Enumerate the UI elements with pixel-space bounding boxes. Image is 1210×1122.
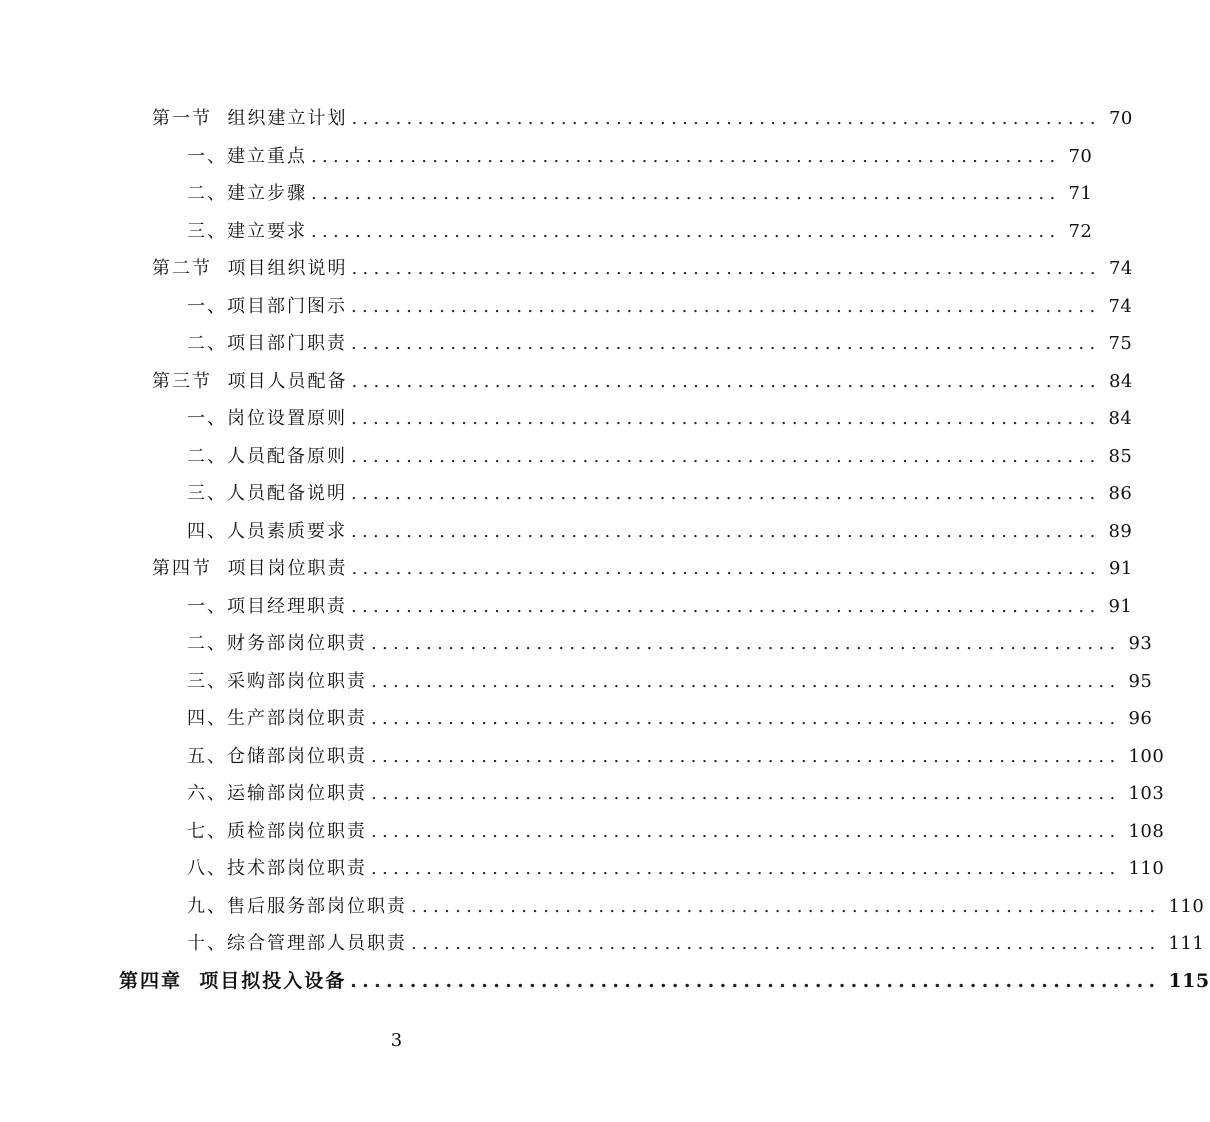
dot-leader: .................................................................... xyxy=(351,483,1101,504)
toc-entry-page: 111 xyxy=(1168,933,1205,954)
toc-entry-label: 三、采购部岗位职责 xyxy=(187,670,367,692)
toc-entry-label: 四、生产部岗位职责 xyxy=(187,708,367,729)
toc-chapter-entry[interactable] xyxy=(119,963,1210,1000)
dot-leader: .................................................................... xyxy=(351,108,1101,129)
toc-entry-page: 108 xyxy=(1128,820,1165,842)
toc-entry-page: 91 xyxy=(1108,595,1133,617)
dot-leader: .................................................................... xyxy=(371,633,1121,654)
toc-entry[interactable] xyxy=(187,588,1133,625)
toc-entry-page: 71 xyxy=(1068,183,1093,204)
dot-leader: .................................................................... xyxy=(350,969,1161,992)
toc-entry[interactable] xyxy=(152,100,1133,137)
dot-leader: .................................................................... xyxy=(351,370,1101,392)
dot-leader: .................................................................... xyxy=(311,183,1061,204)
toc-entry-page: 96 xyxy=(1128,708,1153,729)
toc-entry-page: 95 xyxy=(1128,670,1153,692)
toc-entry-page: 89 xyxy=(1108,520,1133,542)
toc-entry-page: 115 xyxy=(1168,969,1210,992)
toc-entry-label: 第二节 项目组织说明 xyxy=(152,258,348,279)
toc-entry-label: 一、建立重点 xyxy=(187,145,307,167)
toc-entry-label: 第四章 项目拟投入设备 xyxy=(119,969,347,992)
dot-leader: .................................................................... xyxy=(411,895,1161,917)
toc-entry-label: 五、仓储部岗位职责 xyxy=(187,745,367,767)
toc-entry[interactable] xyxy=(187,738,1165,775)
dot-leader: .................................................................... xyxy=(351,595,1101,617)
toc-entry-page: 74 xyxy=(1108,258,1133,279)
toc-entry-label: 一、岗位设置原则 xyxy=(187,408,347,429)
toc-entry-page: 85 xyxy=(1108,445,1133,467)
toc-entry[interactable] xyxy=(187,400,1133,437)
toc-entry[interactable] xyxy=(187,475,1133,512)
toc-entry-label: 二、人员配备原则 xyxy=(187,445,347,467)
toc-entry-page: 100 xyxy=(1128,745,1165,767)
toc-entry-page: 86 xyxy=(1108,483,1133,504)
dot-leader: .................................................................... xyxy=(311,145,1061,167)
dot-leader: .................................................................... xyxy=(351,445,1101,467)
dot-leader: .................................................................... xyxy=(351,558,1101,579)
dot-leader: .................................................................... xyxy=(371,783,1121,804)
toc-entry-page: 91 xyxy=(1108,558,1133,579)
dot-leader: .................................................................... xyxy=(351,295,1101,317)
toc-entry-label: 七、质检部岗位职责 xyxy=(187,820,367,842)
toc-entry[interactable] xyxy=(187,325,1133,362)
toc-entry[interactable] xyxy=(187,513,1133,550)
toc-entry[interactable] xyxy=(187,925,1205,962)
toc-entry-label: 三、人员配备说明 xyxy=(187,483,347,504)
toc-entry[interactable] xyxy=(187,700,1153,737)
dot-leader: .................................................................... xyxy=(351,408,1101,429)
toc-entry[interactable] xyxy=(152,550,1133,587)
dot-leader: .................................................................... xyxy=(371,670,1121,692)
toc-entry[interactable] xyxy=(187,625,1153,662)
dot-leader: .................................................................... xyxy=(311,220,1061,242)
dot-leader: .................................................................... xyxy=(371,820,1121,842)
toc-entry-label: 一、项目经理职责 xyxy=(187,595,347,617)
toc-entry-page: 103 xyxy=(1128,783,1165,804)
toc-entry[interactable] xyxy=(187,775,1165,812)
toc-entry-label: 九、售后服务部岗位职责 xyxy=(187,895,407,917)
toc-entry[interactable] xyxy=(187,175,1093,212)
toc-entry-label: 二、项目部门职责 xyxy=(187,333,347,354)
toc-entry-label: 六、运输部岗位职责 xyxy=(187,783,367,804)
toc-entry-label: 第三节 项目人员配备 xyxy=(152,370,348,392)
dot-leader: .................................................................... xyxy=(371,708,1121,729)
dot-leader: .................................................................... xyxy=(371,858,1121,879)
toc-entry-label: 十、综合管理部人员职责 xyxy=(187,933,407,954)
toc-entry-label: 二、建立步骤 xyxy=(187,183,307,204)
toc-entry-page: 84 xyxy=(1108,370,1133,392)
dot-leader: .................................................................... xyxy=(371,745,1121,767)
toc-entry[interactable] xyxy=(187,850,1165,887)
toc-entry-page: 74 xyxy=(1108,295,1133,317)
toc-entry-page: 70 xyxy=(1108,108,1133,129)
toc-entry-label: 八、技术部岗位职责 xyxy=(187,858,367,879)
toc-entry-label: 二、财务部岗位职责 xyxy=(187,633,367,654)
toc-entry-page: 84 xyxy=(1108,408,1133,429)
toc-entry-label: 第四节 项目岗位职责 xyxy=(152,558,348,579)
toc-entry-label: 三、建立要求 xyxy=(187,220,307,242)
toc-entry-page: 110 xyxy=(1128,858,1165,879)
toc-entry[interactable] xyxy=(187,663,1153,700)
toc-entry[interactable] xyxy=(187,888,1205,925)
toc-entry-label: 四、人员素质要求 xyxy=(187,520,347,542)
dot-leader: .................................................................... xyxy=(411,933,1161,954)
toc-entry-label: 第一节 组织建立计划 xyxy=(152,108,348,129)
dot-leader: .................................................................... xyxy=(351,520,1101,542)
toc-entry[interactable] xyxy=(187,138,1093,175)
toc-entry-page: 70 xyxy=(1068,145,1093,167)
toc-entry-page: 75 xyxy=(1108,333,1133,354)
toc-entry-label: 一、项目部门图示 xyxy=(187,295,347,317)
toc-entry-page: 110 xyxy=(1168,895,1205,917)
dot-leader: .................................................................... xyxy=(351,258,1101,279)
toc-entry[interactable] xyxy=(187,213,1093,250)
toc-entry[interactable] xyxy=(187,288,1133,325)
toc-entry[interactable] xyxy=(152,250,1133,287)
dot-leader: .................................................................... xyxy=(351,333,1101,354)
page-number: 3 xyxy=(390,1030,403,1051)
toc-entry-page: 93 xyxy=(1128,633,1153,654)
toc-entry[interactable] xyxy=(152,363,1133,400)
toc-entry[interactable] xyxy=(187,813,1165,850)
toc-entry-page: 72 xyxy=(1068,220,1093,242)
toc-entry[interactable] xyxy=(187,438,1133,475)
